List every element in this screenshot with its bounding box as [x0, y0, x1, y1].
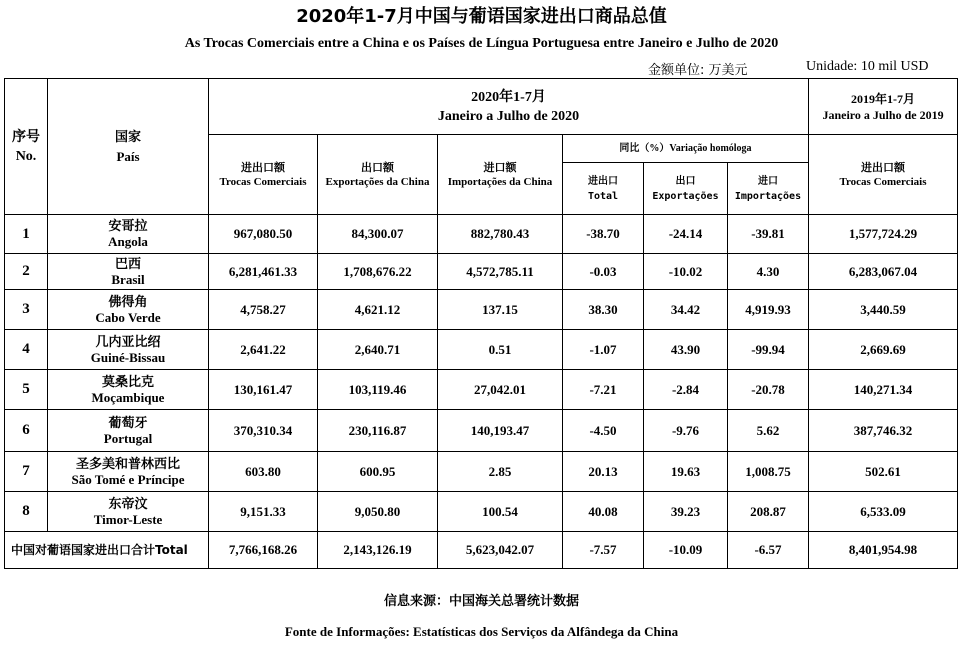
table-cell: 1,577,724.29: [809, 215, 958, 254]
total-label: 中国对葡语国家进出口合计Total: [5, 532, 209, 569]
header-yoy-imports: 进口 Importações: [728, 163, 809, 215]
table-row: [5, 410, 958, 452]
table-cell: -99.94: [728, 330, 809, 370]
table-cell: 7,766,168.26: [209, 532, 318, 569]
page-subtitle: As Trocas Comerciais entre a China e os Países de Língua Portuguesa entre Janeiro e Julho de 2020: [184, 36, 779, 51]
table-cell: 2,641.22: [209, 330, 318, 370]
unit-label-zh: 金额单位: 万美元: [648, 63, 748, 78]
table-cell: 2,640.71: [318, 330, 438, 370]
table-cell: -2.84: [644, 370, 728, 410]
table-cell: -38.70: [563, 215, 644, 254]
table-cell: -7.21: [563, 370, 644, 410]
table-cell: 43.90: [644, 330, 728, 370]
table-row: [5, 492, 958, 532]
table-cell: 几内亚比绍 Guiné-Bissau: [48, 330, 209, 370]
table-cell: -24.14: [644, 215, 728, 254]
table-cell: 27,042.01: [438, 370, 563, 410]
table-cell: 圣多美和普林西比 São Tomé e Príncipe: [48, 452, 209, 492]
table-row: [5, 330, 958, 370]
table-cell: 0.51: [438, 330, 563, 370]
table-cell: 600.95: [318, 452, 438, 492]
table-cell: 9,050.80: [318, 492, 438, 532]
table-cell: -9.76: [644, 410, 728, 452]
header-yoy-total: 进出口 Total: [563, 163, 644, 215]
table-cell: 佛得角 Cabo Verde: [48, 290, 209, 330]
table-cell: 2.85: [438, 452, 563, 492]
table-cell: 130,161.47: [209, 370, 318, 410]
header-yoy: 同比（%）Variação homóloga: [563, 135, 809, 163]
table-cell: 502.61: [809, 452, 958, 492]
table-cell: 9,151.33: [209, 492, 318, 532]
table-row: [5, 452, 958, 492]
header-period-2020: 2020年1-7月 Janeiro a Julho de 2020: [209, 79, 809, 135]
table-cell: 230,116.87: [318, 410, 438, 452]
table-row: [5, 215, 958, 254]
table-cell: 葡萄牙 Portugal: [48, 410, 209, 452]
table-cell: 34.42: [644, 290, 728, 330]
table-row: [5, 290, 958, 330]
table-cell: 1: [5, 215, 48, 254]
table-cell: 5,623,042.07: [438, 532, 563, 569]
table-cell: -6.57: [728, 532, 809, 569]
table-cell: -10.02: [644, 254, 728, 290]
table-cell: 2,669.69: [809, 330, 958, 370]
table-cell: -10.09: [644, 532, 728, 569]
table-cell: 6: [5, 410, 48, 452]
table-cell: 安哥拉 Angola: [48, 215, 209, 254]
table-cell: 603.80: [209, 452, 318, 492]
header-trade-2019: 进出口额 Trocas Comerciais: [809, 135, 958, 215]
table-row: [5, 254, 958, 290]
table-cell: 3,440.59: [809, 290, 958, 330]
table-cell: 140,271.34: [809, 370, 958, 410]
table-cell: 6,281,461.33: [209, 254, 318, 290]
table-cell: 140,193.47: [438, 410, 563, 452]
table-cell: 4,572,785.11: [438, 254, 563, 290]
table-cell: -20.78: [728, 370, 809, 410]
header-imports: 进口额 Importações da China: [438, 135, 563, 215]
header-trade: 进出口额 Trocas Comerciais: [209, 135, 318, 215]
header-country: 国家 País: [48, 79, 209, 215]
table-cell: 6,283,067.04: [809, 254, 958, 290]
table-cell: 1,008.75: [728, 452, 809, 492]
total-row: [5, 532, 958, 569]
table-cell: -1.07: [563, 330, 644, 370]
table-cell: 19.63: [644, 452, 728, 492]
source-pt: Fonte de Informações: Estatísticas dos Serviços da Alfândega da China: [284, 624, 679, 639]
table-cell: 4.30: [728, 254, 809, 290]
table-cell: 4,919.93: [728, 290, 809, 330]
table-cell: 5.62: [728, 410, 809, 452]
header-exports: 出口额 Exportações da China: [318, 135, 438, 215]
table-cell: 38.30: [563, 290, 644, 330]
table-cell: 巴西 Brasil: [48, 254, 209, 290]
source-zh: 信息来源：中国海关总署统计数据: [383, 594, 579, 609]
unit-label-pt: Unidade: 10 mil USD: [806, 59, 929, 74]
table-cell: 882,780.43: [438, 215, 563, 254]
table-cell: -7.57: [563, 532, 644, 569]
table-cell: 4,758.27: [209, 290, 318, 330]
table-cell: -39.81: [728, 215, 809, 254]
table-cell: -4.50: [563, 410, 644, 452]
table-cell: 387,746.32: [809, 410, 958, 452]
page-title: 2020年1-7月中国与葡语国家进出口商品总值: [296, 6, 667, 27]
table-cell: 莫桑比克 Moçambique: [48, 370, 209, 410]
trade-table: [4, 78, 958, 569]
table-cell: 208.87: [728, 492, 809, 532]
table-cell: 2,143,126.19: [318, 532, 438, 569]
header-yoy-exports: 出口 Exportações: [644, 163, 728, 215]
table-cell: 4,621.12: [318, 290, 438, 330]
table-cell: 3: [5, 290, 48, 330]
table-cell: 370,310.34: [209, 410, 318, 452]
table-row: [5, 370, 958, 410]
table-cell: 8,401,954.98: [809, 532, 958, 569]
table-cell: 967,080.50: [209, 215, 318, 254]
table-cell: 137.15: [438, 290, 563, 330]
table-cell: 20.13: [563, 452, 644, 492]
table-cell: 8: [5, 492, 48, 532]
table-cell: 1,708,676.22: [318, 254, 438, 290]
table-cell: 4: [5, 330, 48, 370]
table-cell: 东帝汶 Timor-Leste: [48, 492, 209, 532]
table-cell: 7: [5, 452, 48, 492]
header-index: 序号 No.: [5, 79, 48, 215]
table-cell: 84,300.07: [318, 215, 438, 254]
table-cell: 39.23: [644, 492, 728, 532]
table-cell: 5: [5, 370, 48, 410]
table-cell: 2: [5, 254, 48, 290]
header-period-2019: 2019年1-7月 Janeiro a Julho de 2019: [809, 79, 958, 135]
table-cell: 103,119.46: [318, 370, 438, 410]
table-cell: 100.54: [438, 492, 563, 532]
table-cell: -0.03: [563, 254, 644, 290]
table-cell: 6,533.09: [809, 492, 958, 532]
table-cell: 40.08: [563, 492, 644, 532]
